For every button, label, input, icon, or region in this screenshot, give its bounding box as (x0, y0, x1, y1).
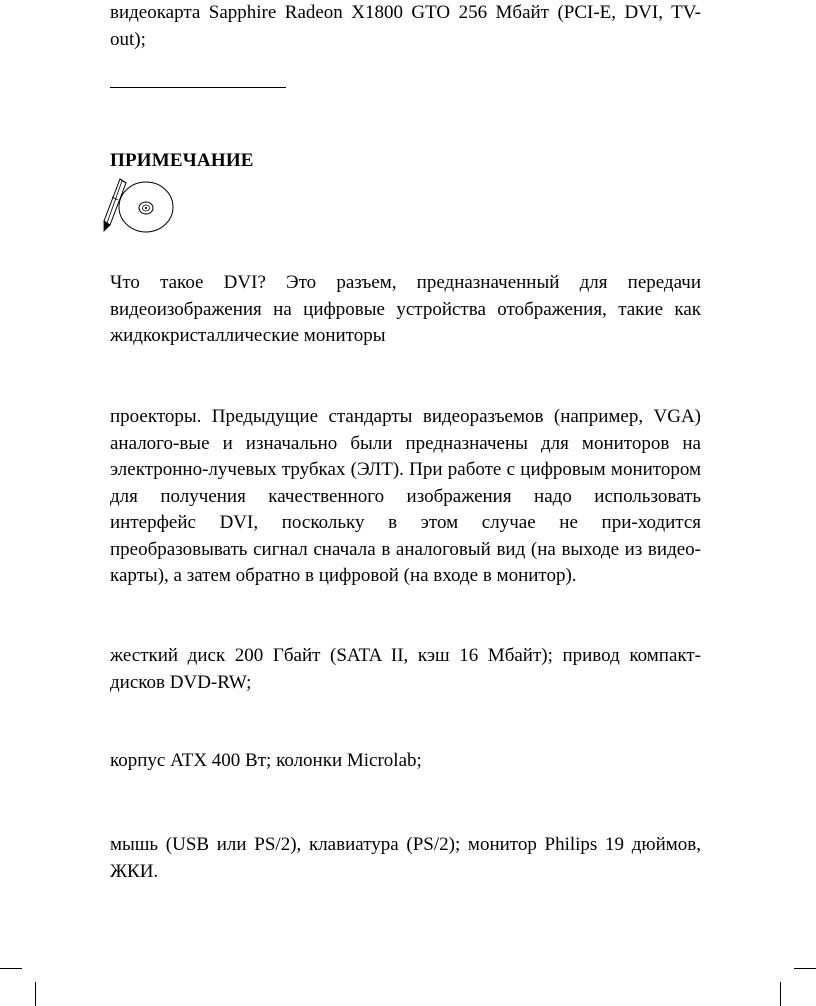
crop-mark-right-horizontal (794, 968, 816, 969)
dvi-paragraph: Что такое DVI? Это разъем, предназначенный для передачи видеоизображения на цифровые устройства отображения, такие как жидкокристаллические мониторы (110, 272, 701, 346)
note-title: ПРИМЕЧАНИЕ (110, 150, 254, 171)
hdd-paragraph: жесткий диск 200 Гбайт (SATA II, кэш 16 Мбайт); привод компакт-дисков DVD-RW; (110, 645, 701, 693)
crop-mark-left-horizontal (0, 968, 22, 969)
projectors-paragraph: проекторы. Предыдущие стандарты видеоразъемов (например, VGA) аналого-вые и изначально были предназначены для мониторов на электронно-лучевых трубках (ЭЛТ). При работе с цифровым монитором для получения качественного изображения надо использовать интерфейс DVI, поскольку в этом случае не при-ходится преобразовывать сигнал сначала в аналоговый вид (на выходе из видео-карты), а затем обратно в цифровой (на входе в монитор). (110, 406, 701, 586)
input-devices-paragraph: мышь (USB или PS/2), клавиатура (PS/2); монитор Philips 19 дюймов, ЖКИ. (110, 834, 701, 882)
crop-mark-right-vertical (780, 982, 781, 1006)
crop-mark-left-vertical (35, 982, 36, 1006)
pencil-disc-icon (100, 175, 178, 237)
gpu-paragraph: видеокарта Sapphire Radeon X1800 GTO 256 Мбайт (PCI-E, DVI, TV-out); (110, 2, 701, 50)
separator-line (110, 87, 286, 88)
case-paragraph: корпус ATX 400 Вт; колонки Microlab; (110, 750, 422, 771)
